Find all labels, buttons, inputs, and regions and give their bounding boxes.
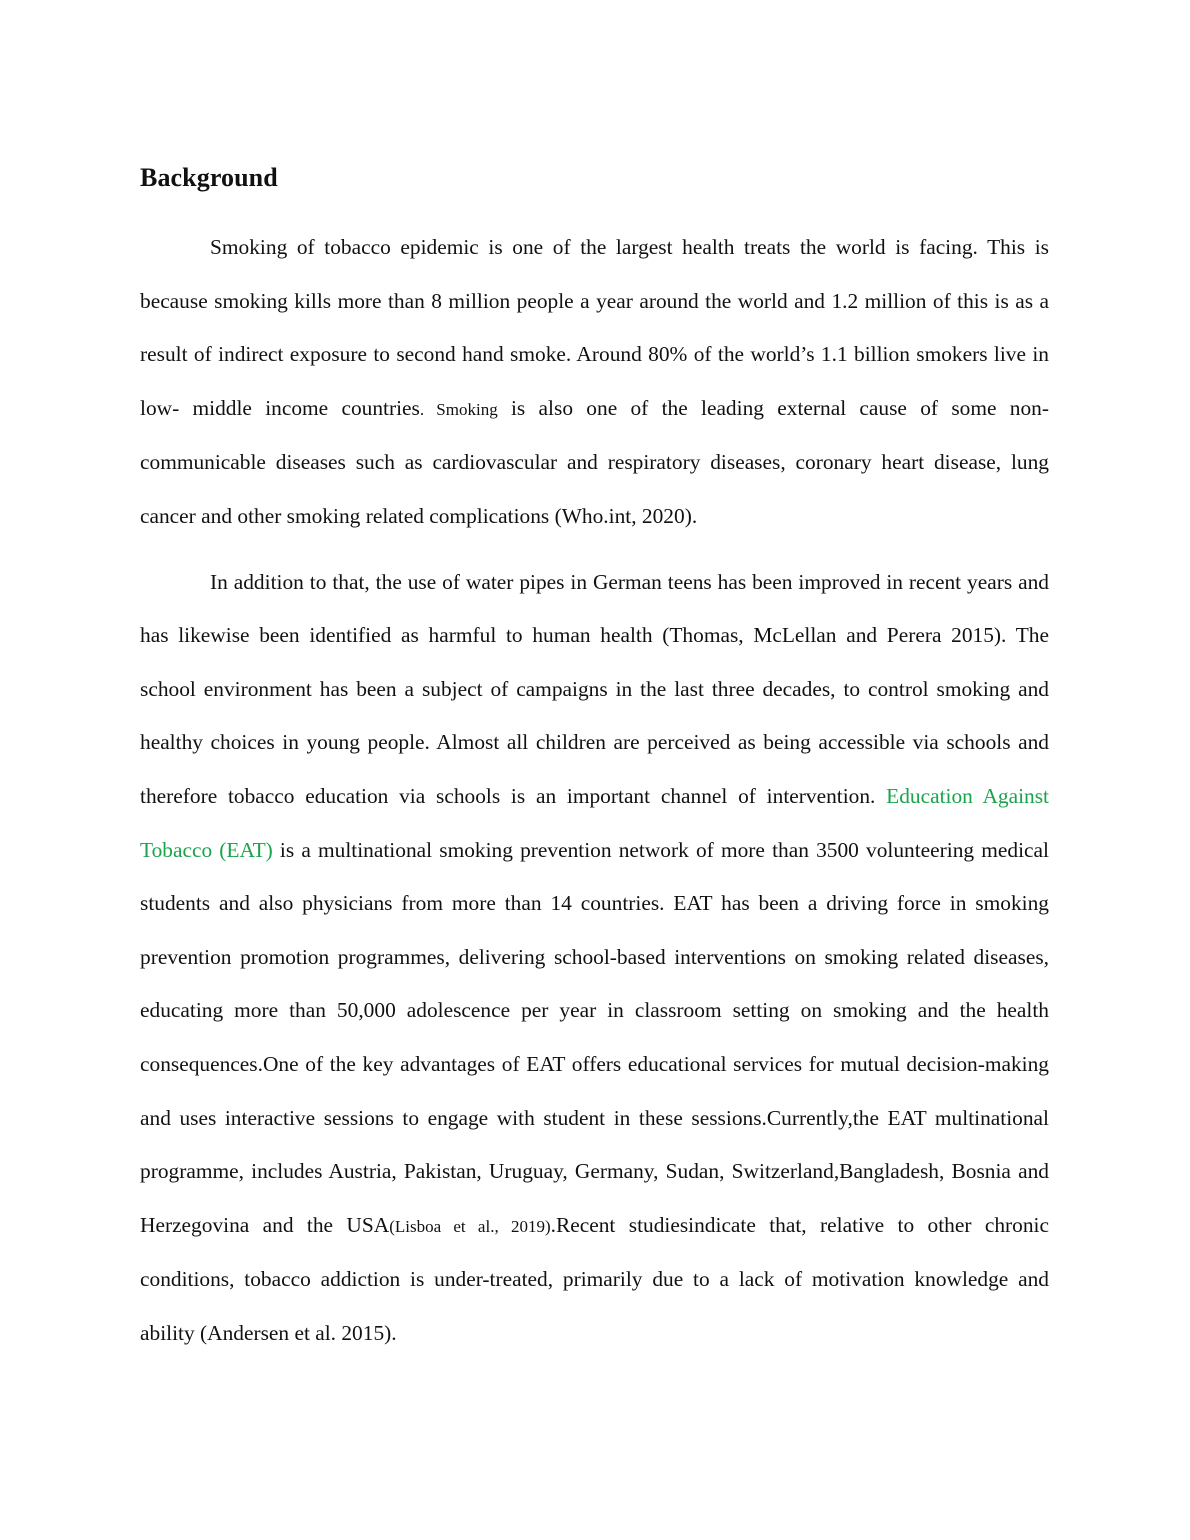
eat-organization-link[interactable]: Education Against Tobacco (EAT) — [140, 783, 1049, 862]
paragraph-2-text: In addition to that, the use of water pipes in German teens has been improved in recent years and has likewise been identified as harmful to human health (Thomas, McLellan and Perera 2015). The school environment has been a subject of campaigns in the last three decades, to control smoking and healthy choices in young people. Almost all children are perceived as being accessible via schools and therefore tobacco education via schools is an important channel of intervention. — [140, 569, 1049, 808]
paragraph-2-text-end: .Recent studiesindicate that, relative to other chronic conditions, tobacco addiction is under-treated, primarily due to a lack of motivation knowledge and ability (Andersen et al. 2015). — [140, 1212, 1049, 1345]
body-paragraph-1 — [140, 221, 1049, 544]
body-paragraph-2 — [140, 556, 1049, 1361]
paragraph-2-text-continued: is a multinational smoking prevention network of more than 3500 volunteering medical students and also physicians from more than 14 countries. EAT has been a driving force in smoking prevention promotion programmes, delivering school-based interventions on smoking related diseases, educating more than 50,000 adolescence per year in classroom setting on smoking and the health consequences.One of the key advantages of EAT offers educational services for mutual decision-making and uses interactive sessions to engage with student in these sessions.Currently,the EAT multinational programme, includes Austria, Pakistan, Uruguay, Germany, Sudan, Switzerland,Bangladesh, Bosnia and Herzegovina and the USA — [140, 837, 1049, 1237]
paragraph-1-text: Smoking of tobacco epidemic is one of the largest health treats the world is facing. This is because smoking kills more than 8 million people a year around the world and 1.2 million of this is as a result of indirect exposure to second hand smoke. Around 80% of the world’s 1.1 billion smokers live in low- middle income countries — [140, 235, 1049, 420]
paragraph-1-text-continued: is also one of the leading external cause of some non-communicable diseases such as cardiovascular and respiratory diseases, coronary heart disease, lung cancer and other smoking related complications (Who.int, 2020). — [140, 395, 1049, 528]
paragraph-1-small-text: . Smoking — [419, 399, 498, 419]
citation-lisboa: (Lisboa et al., 2019) — [389, 1216, 551, 1236]
section-heading: Background — [140, 163, 278, 192]
document-page — [140, 160, 1049, 1360]
